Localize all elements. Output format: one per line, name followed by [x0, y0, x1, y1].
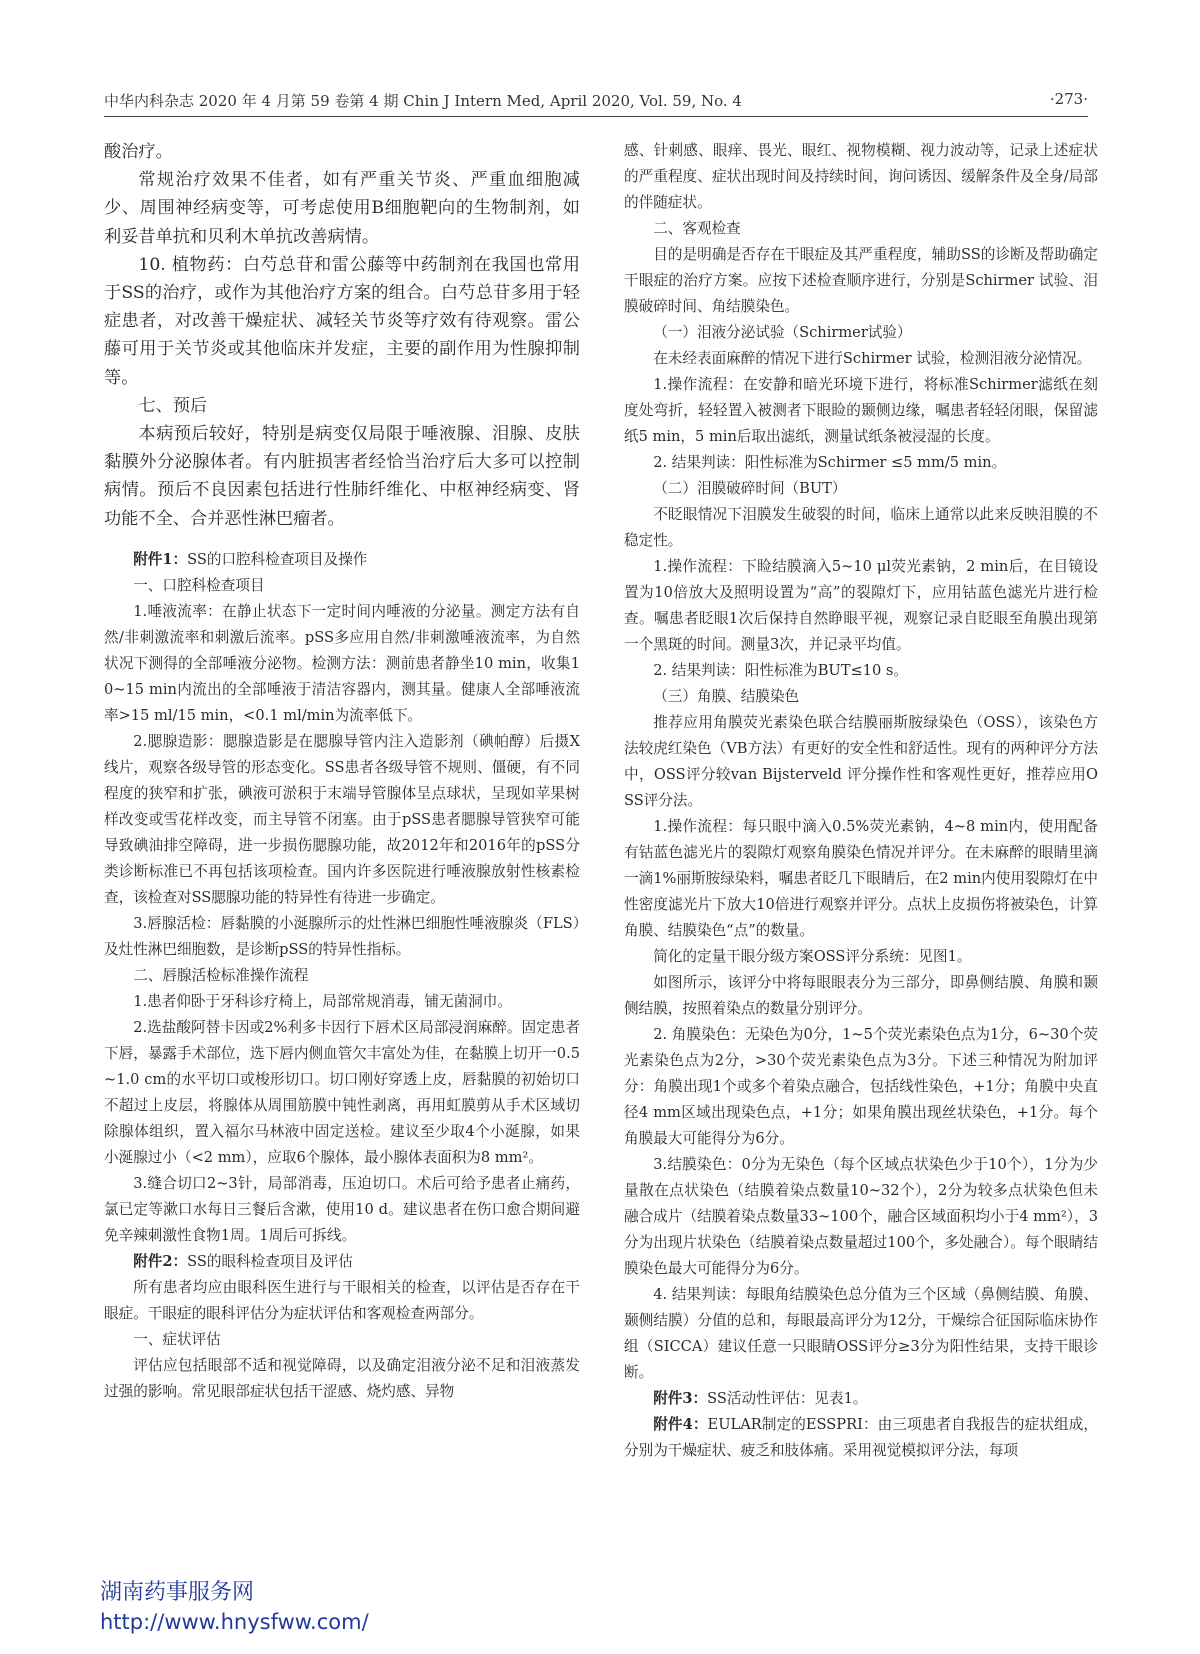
- attachment-heading: [624, 1386, 1098, 1412]
- attachment-1: [104, 547, 580, 1405]
- header-rule: [104, 116, 1088, 117]
- section-heading: 一、症状评估: [133, 1330, 221, 1348]
- section-heading: 七、预后: [138, 395, 208, 416]
- attachment-heading: [104, 1249, 580, 1275]
- paragraph: 2.选盐酸阿替卡因或2%利多卡因行下唇术区局部浸润麻醉。固定患者下唇，暴露手术部位，选下唇内侧血管欠丰富处为佳，在黏膜上切开一0.5~1.0 cm的水平切口或梭形切口。切口刚好穿透上皮，唇黏膜的初始切口不超过上皮层，将腺体从周围筋膜中钝性剥离，再用虹膜剪从手术区域切除腺体组织，置入福尔马林液中固定送检。建议至少取4个小涎腺，如果小涎腺过小（<2 mm），应取6个腺体，最小腺体表面积为8 mm²。: [104, 1018, 580, 1166]
- paragraph: 本病预后较好，特别是病变仅局限于唾液腺、泪腺、皮肤黏膜外分泌腺体者。有内脏损害者经恰当治疗后大多可以控制病情。预后不良因素包括进行性肺纤维化、中枢神经病变、肾功能不全、合并恶性淋巴瘤者。: [104, 424, 580, 529]
- section-heading: （三）角膜、结膜染色: [653, 688, 800, 705]
- paragraph: 所有患者均应由眼科医生进行与干眼相关的检查，以评估是否存在干眼症。干眼症的眼科评估分为症状评估和客观检查两部分。: [104, 1278, 580, 1322]
- paragraph: 目的是明确是否存在干眼症及其严重程度，辅助SS的诊断及帮助确定干眼症的治疗方案。应按下述检查顺序进行，分别是Schirmer 试验、泪膜破碎时间、角结膜染色。: [624, 246, 1098, 315]
- right-column: [624, 138, 1098, 1464]
- attachment-label: 附件1：: [133, 550, 188, 568]
- paragraph: 1.患者仰卧于牙科诊疗椅上，局部常规消毒，铺无菌洞巾。: [133, 992, 512, 1010]
- paragraph: 评估应包括眼部不适和视觉障碍，以及确定泪液分泌不足和泪液蒸发过强的影响。常见眼部症状包括干涩感、烧灼感、异物: [104, 1356, 580, 1400]
- paragraph: 2. 结果判读：阳性标准为BUT≤10 s。: [653, 662, 908, 679]
- attachment-label: 附件4：: [653, 1416, 708, 1433]
- paragraph: 在未经表面麻醉的情况下进行Schirmer 试验，检测泪液分泌情况。: [653, 350, 1092, 367]
- left-column: [104, 138, 580, 1405]
- journal-citation: 中华内科杂志 2020 年 4 月第 59 卷第 4 期 Chin J Intern Med, April 2020, Vol. 59, No. 4: [104, 92, 742, 110]
- section-heading: 二、客观检查: [653, 220, 741, 237]
- section-heading: 二、唇腺活检标准操作流程: [133, 966, 309, 984]
- attachment-title: EULAR制定的ESSPRI：由三项患者自我报告的症状组成，分别为干燥症状、疲乏和肢体痛。采用视觉模拟评分法，每项: [624, 1416, 1099, 1459]
- running-header: [104, 90, 1088, 116]
- paragraph: 常规治疗效果不佳者，如有严重关节炎、严重血细胞减少、周围神经病变等，可考虑使用B细胞靶向的生物制剂，如利妥昔单抗和贝利木单抗改善病情。: [104, 170, 580, 247]
- page-number: ·273·: [1049, 90, 1088, 108]
- section-heading: （二）泪膜破碎时间（BUT）: [653, 480, 847, 497]
- paragraph: 2. 角膜染色：无染色为0分，1~5个荧光素染色点为1分，6~30个荧光素染色点为2分，>30个荧光素染色点为3分。下述三种情况为附加评分：角膜出现1个或多个着染点融合，包括线性染色，+1分；角膜中央直径4 mm区域出现染色点，+1分；如果角膜出现丝状染色，+1分。每个角膜最大可能得分为6分。: [624, 1026, 1098, 1147]
- paragraph: 酸治疗。: [104, 142, 173, 162]
- paragraph: 1.操作流程：下睑结膜滴入5~10 μl荧光素钠，2 min后，在目镜设置为10倍放大及照明设置为“高”的裂隙灯下，应用钴蓝色滤光片进行检查。嘱患者眨眼1次后保持自然睁眼平视，观察记录自眨眼至角膜出现第一个黑斑的时间。测量3次，并记录平均值。: [624, 558, 1098, 653]
- section-heading: 一、口腔科检查项目: [133, 576, 265, 594]
- paragraph: 4. 结果判读：每眼角结膜染色总分值为三个区域（鼻侧结膜、角膜、颞侧结膜）分值的总和，每眼最高评分为12分，干燥综合征国际临床协作组（SICCA）建议任意一只眼睛OSS评分≥3分为阳性结果，支持干眼诊断。: [624, 1286, 1098, 1381]
- site-name: 湖南药事服务网: [100, 1580, 255, 1605]
- paragraph: 1.操作流程：在安静和暗光环境下进行，将标准Schirmer滤纸在刻度处弯折，轻轻置入被测者下眼睑的颞侧边缘，嘱患者轻轻闭眼，保留滤纸5 min，5 min后取出滤纸，测量试纸条被浸湿的长度。: [624, 376, 1098, 445]
- paragraph: 如图所示，该评分中将每眼眼表分为三部分，即鼻侧结膜、角膜和颞侧结膜，按照着染点的数量分别评分。: [624, 974, 1098, 1017]
- attachment-label: 附件3：: [653, 1390, 708, 1407]
- attachment-title: SS的眼科检查项目及评估: [187, 1252, 353, 1270]
- paragraph: 感、针刺感、眼痒、畏光、眼红、视物模糊、视力波动等，记录上述症状的严重程度、症状出现时间及持续时间，询问诱因、缓解条件及全身/局部的伴随症状。: [624, 142, 1098, 211]
- paragraph: 不眨眼情况下泪膜发生破裂的时间，临床上通常以此来反映泪膜的不稳定性。: [624, 506, 1098, 549]
- paragraph: 推荐应用角膜荧光素染色联合结膜丽斯胺绿染色（OSS），该染色方法较虎红染色（VB方法）有更好的安全性和舒适性。现有的两种评分方法中，OSS评分较van Bijsterveld 评分操作性和客观性更好，推荐应用OSS评分法。: [624, 714, 1098, 809]
- attachment-label: 附件2：: [133, 1252, 188, 1270]
- watermark-footer: [100, 1578, 369, 1636]
- paragraph: 1.操作流程：每只眼中滴入0.5%荧光素钠，4~8 min内，使用配备有钴蓝色滤光片的裂隙灯观察角膜染色情况并评分。在未麻醉的眼睛里滴一滴1%丽斯胺绿染料，嘱患者眨几下眼睛后，在2 min内使用裂隙灯在中性密度滤光片下放大10倍进行观察并评分。点状上皮损伤将被染色，计算角膜、结膜染色“点”的数量。: [624, 818, 1098, 939]
- paragraph: 1.唾液流率：在静止状态下一定时间内唾液的分泌量。测定方法有自然/非刺激流率和刺激后流率。pSS多应用自然/非刺激唾液流率，为自然状况下测得的全部唾液分泌物。检测方法：测前患者静坐10 min，收集10~15 min内流出的全部唾液于清洁容器内，测其量。健康人全部唾液流率>15 ml/15 min，<0.1 ml/min为流率低下。: [104, 602, 580, 724]
- attachment-heading: [104, 547, 580, 573]
- paragraph: 2.腮腺造影：腮腺造影是在腮腺导管内注入造影剂（碘帕醇）后摄X线片，观察各级导管的形态变化。SS患者各级导管不规则、僵硬，有不同程度的狭窄和扩张，碘液可淤积于末端导管腺体呈点球状，呈现如苹果树样改变或雪花样改变，而主导管不闭塞。由于pSS患者腮腺导管狭窄可能导致碘油排空障碍，进一步损伤腮腺功能，故2012年和2016年的pSS分类诊断标准已不再包括该项检查。国内许多医院进行唾液腺放射性核素检查，该检查对SS腮腺功能的特异性有待进一步确定。: [104, 732, 580, 906]
- paragraph: 3.结膜染色：0分为无染色（每个区域点状染色少于10个），1分为少量散在点状染色（结膜着染点数量10~32个），2分为较多点状染色但未融合成片（结膜着染点数量33~100个，融合区域面积均小于4 mm²），3分为出现片状染色（结膜着染点数量超过100个，多处融合）。每个眼睛结膜染色最大可能得分为6分。: [624, 1156, 1098, 1277]
- spacer: [104, 533, 580, 547]
- attachment-title: SS活动性评估：见表1。: [707, 1390, 868, 1407]
- paragraph: 2. 结果判读：阳性标准为Schirmer ≤5 mm/5 min。: [653, 454, 1007, 471]
- site-url[interactable]: http://www.hnysfww.com/: [100, 1610, 369, 1634]
- attachment-title: SS的口腔科检查项目及操作: [187, 550, 368, 568]
- attachment-heading: [624, 1412, 1098, 1464]
- paragraph: 3.唇腺活检：唇黏膜的小涎腺所示的灶性淋巴细胞性唾液腺炎（FLS）及灶性淋巴细胞数，是诊断pSS的特异性指标。: [104, 914, 580, 958]
- paragraph: 简化的定量干眼分级方案OSS评分系统：见图1。: [653, 948, 972, 965]
- paragraph: 3.缝合切口2~3针，局部消毒，压迫切口。术后可给予患者止痛药，氯已定等漱口水每日三餐后含漱，使用10 d。建议患者在伤口愈合期间避免辛辣刺激性食物1周。1周后可拆线。: [104, 1174, 580, 1244]
- paragraph: 10. 植物药：白芍总苷和雷公藤等中药制剂在我国也常用于SS的治疗，或作为其他治疗方案的组合。白芍总苷多用于轻症患者，对改善干燥症状、减轻关节炎等疗效有待观察。雷公藤可用于关节炎或其他临床并发症，主要的副作用为性腺抑制等。: [104, 254, 580, 388]
- section-heading: （一）泪液分泌试验（Schirmer试验）: [653, 324, 912, 341]
